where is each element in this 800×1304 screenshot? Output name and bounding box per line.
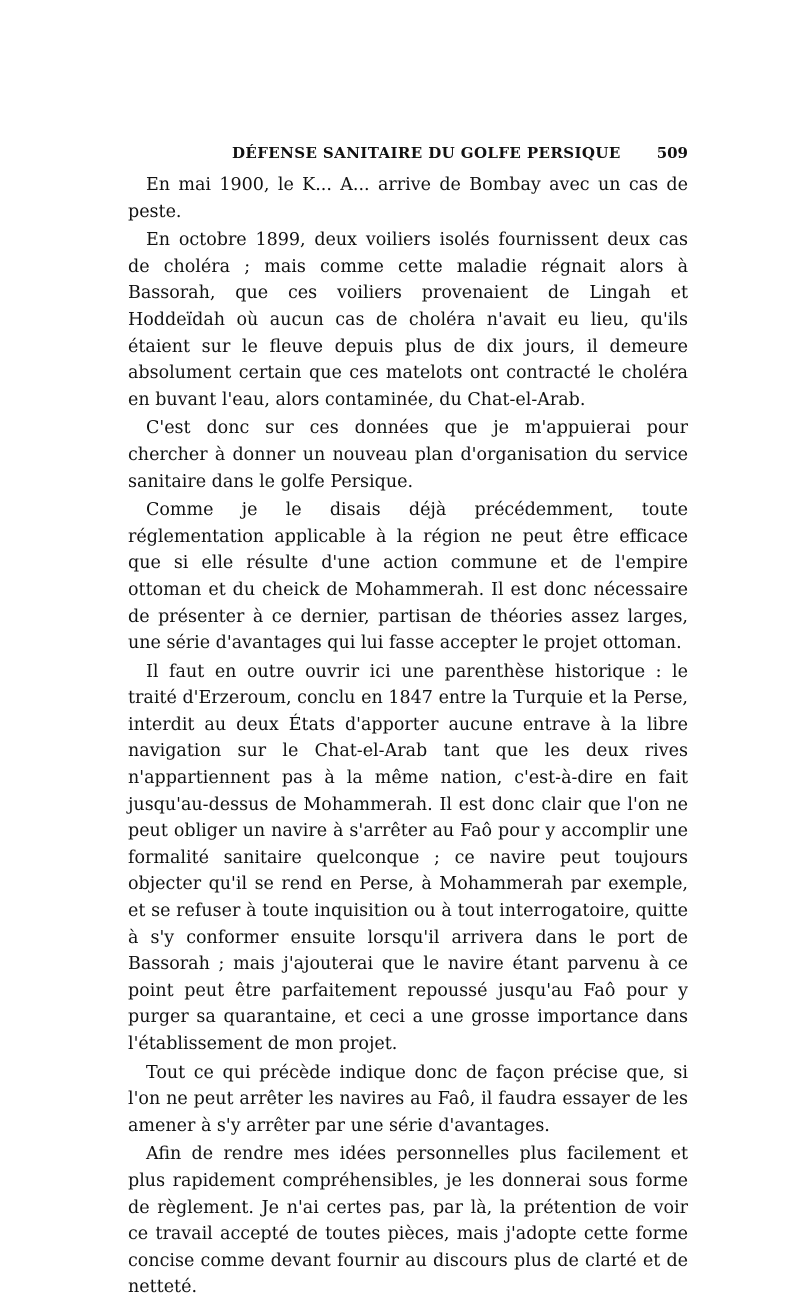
running-header	[128, 144, 688, 168]
paragraph: C'est donc sur ces données que je m'appuierai pour chercher à donner un nouveau plan d'organisation du service sanitaire dans le golfe Persique.	[128, 418, 688, 492]
page-number: 509	[656, 144, 688, 162]
paragraph: Afin de rendre mes idées personnelles plus facilement et plus rapidement compréhensibles, je les donnerai sous forme de règlement. Je n'ai certes pas, par là, la prétention de voir ce travail accepté de toutes pièces, mais j'adopte cette forme concise comme devant fournir au discours plus de clarté et de netteté.	[128, 1144, 688, 1298]
paragraph: Il faut en outre ouvrir ici une parenthèse historique : le traité d'Erzeroum, conclu en 1847 entre la Turquie et la Perse, interdit au deux États d'apporter aucune entrave à la libre navigation sur le Chat-el-Arab tant que les deux rives n'appartiennent pas à la même nation, c'est-à-dire en fait jusqu'au-dessus de Mohammerah. Il est donc clair que l'on ne peut obliger un navire à s'arrêter au Faô pour y accomplir une formalité sanitaire quelconque ; ce navire peut toujours objecter qu'il se rend en Perse, à Mohammerah par exemple, et se refuser à toute inquisition ou à tout interrogatoire, quitte à s'y conformer ensuite lorsqu'il arrivera dans le port de Bassorah ; mais j'ajouterai que le navire étant parvenu à ce point peut être parfaitement repoussé jusqu'au Faô pour y purger sa quarantaine, et ceci a une grosse importance dans l'établissement de mon projet.	[128, 661, 688, 1054]
paragraph: En mai 1900, le K... A... arrive de Bombay avec un cas de peste.	[128, 175, 688, 222]
running-title: DÉFENSE SANITAIRE DU GOLFE PERSIQUE	[232, 144, 621, 162]
paragraph: Tout ce qui précède indique donc de façon précise que, si l'on ne peut arrêter les navires au Faô, il faudra essayer de les amener à s'y arrêter par une série d'avantages.	[128, 1062, 688, 1136]
body-text	[128, 172, 688, 1301]
paragraph: Comme je le disais déjà précédemment, toute réglementation applicable à la région ne peut être efficace que si elle résulte d'une action commune et de l'empire ottoman et du cheick de Mohammerah. Il est donc nécessaire de présenter à ce dernier, partisan de théories assez larges, une série d'avantages qui lui fasse accepter le projet ottoman.	[128, 500, 688, 654]
paragraph: En octobre 1899, deux voiliers isolés fournissent deux cas de choléra ; mais comme cette maladie régnait alors à Bassorah, que ces voiliers provenaient de Lingah et Hoddeïdah où aucun cas de choléra n'avait eu lieu, qu'ils étaient sur le fleuve depuis plus de dix jours, il demeure absolument certain que ces matelots ont contracté le choléra en buvant l'eau, alors contaminée, du Chat-el-Arab.	[128, 230, 688, 410]
